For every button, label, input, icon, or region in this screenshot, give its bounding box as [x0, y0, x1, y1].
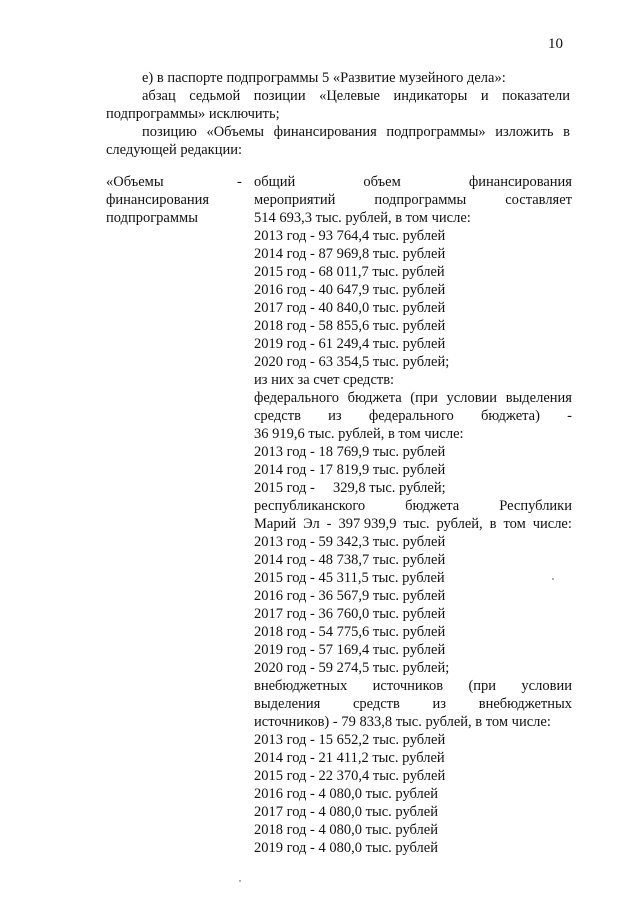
word: выделения [254, 696, 321, 712]
word: бюджета) [481, 408, 540, 424]
word: условии [521, 678, 572, 694]
word: Марий [254, 516, 297, 532]
intro-paragraph-2: абзац седьмой позиции «Целевые индикаторы и показатели подпрограммы» исключить; [106, 88, 570, 122]
word: объем [363, 174, 401, 190]
word: тыс. [403, 516, 430, 532]
word: республиканского [254, 498, 366, 514]
position-dash: - [237, 174, 242, 190]
year-amount-line: 2016 год - 4 080,0 тыс. рублей [254, 786, 438, 802]
amendment-intro [106, 69, 570, 159]
word: составляет [505, 192, 572, 208]
scan-speck [552, 578, 554, 580]
year-amount-line: 2018 год - 58 855,6 тыс. рублей [254, 318, 446, 334]
word: из [328, 408, 342, 424]
year-amount-line: 2013 год - 93 764,4 тыс. рублей [254, 228, 446, 244]
extrabudget-line-3: источников) - 79 833,8 тыс. рублей, в том числе: [254, 714, 551, 730]
word: подпрограммы [374, 192, 467, 208]
year-amount-line: 2015 год - 68 011,7 тыс. рублей [254, 264, 445, 280]
sources-intro: из них за счет средств: [254, 372, 395, 388]
word: источников [372, 678, 444, 694]
year-amount-line: 2019 год - 4 080,0 тыс. рублей [254, 840, 438, 856]
total-line-3: 514 693,3 тыс. рублей, в том числе: [254, 210, 471, 226]
position-label-line: финансирования [106, 192, 210, 208]
year-amount-line: 2016 год - 40 647,9 тыс. рублей [254, 282, 446, 298]
republic-years-list [254, 533, 572, 677]
year-amount-line: 2018 год - 4 080,0 тыс. рублей [254, 822, 438, 838]
republic-line-2 [254, 515, 572, 533]
word: федерального [368, 408, 454, 424]
year-amount-line: 2014 год - 87 969,8 тыс. рублей [254, 246, 446, 262]
word: рублей, [436, 516, 483, 532]
position-label [106, 173, 226, 227]
year-amount-line: 2018 год - 54 775,6 тыс. рублей [254, 624, 446, 640]
extrabudget-line-2 [254, 695, 572, 713]
extrabudget-line-1 [254, 677, 572, 695]
word: мероприятий [254, 192, 336, 208]
word: Эл [303, 516, 320, 532]
word: федерального [254, 390, 339, 406]
year-amount-line: 2019 год - 61 249,4 тыс. рублей [254, 336, 446, 352]
position-label-line: «Объемы [106, 174, 164, 190]
word: условии [446, 390, 498, 406]
word: финансирования [468, 174, 572, 190]
word: общий [254, 174, 296, 190]
year-amount-line: 2016 год - 36 567,9 тыс. рублей [254, 588, 446, 604]
word: (при [410, 390, 438, 406]
word: внебюджетных [254, 678, 348, 694]
year-amount-line: 2014 год - 17 819,9 тыс. рублей [254, 462, 446, 478]
year-amount-line: 2015 год - 22 370,4 тыс. рублей [254, 768, 446, 784]
word: бюджета [405, 498, 460, 514]
word: - [326, 516, 332, 532]
year-amount-line: 2015 год - 329,8 тыс. рублей; [254, 480, 446, 496]
year-amount-line: 2020 год - 59 274,5 тыс. рублей; [254, 660, 450, 676]
word: - [567, 408, 572, 424]
total-years-list [254, 227, 572, 371]
extrabudget-years-list [254, 731, 572, 857]
intro-paragraph-3: позицию «Объемы финансирования подпрограммы» изложить в следующей редакции: [106, 124, 570, 158]
year-amount-line: 2019 год - 57 169,4 тыс. рублей [254, 642, 446, 658]
total-line-1 [254, 173, 572, 191]
year-amount-line: 2015 год - 45 311,5 тыс. рублей [254, 570, 445, 586]
federal-years-list [254, 443, 572, 497]
year-amount-line: 2017 год - 36 760,0 тыс. рублей [254, 606, 446, 622]
position-content [254, 173, 572, 857]
year-amount-line: 2017 год - 4 080,0 тыс. рублей [254, 804, 438, 820]
federal-line-2 [254, 407, 572, 425]
word: внебюджетных [478, 696, 572, 712]
word: числе: [532, 516, 572, 532]
total-line-2 [254, 191, 572, 209]
federal-line-3: 36 919,6 тыс. рублей, в том числе: [254, 426, 464, 442]
page-number: 10 [548, 36, 563, 52]
word: из [432, 696, 447, 712]
year-amount-line: 2013 год - 18 769,9 тыс. рублей [254, 444, 446, 460]
year-amount-line: 2017 год - 40 840,0 тыс. рублей [254, 300, 446, 316]
word: средств [352, 696, 400, 712]
word: средств [254, 408, 301, 424]
word: том [503, 516, 526, 532]
word: (при [468, 678, 497, 694]
year-amount-line: 2014 год - 21 411,2 тыс. рублей [254, 750, 445, 766]
federal-line-1 [254, 389, 572, 407]
word: в [489, 516, 497, 532]
word: Республики [499, 498, 572, 514]
year-amount-line: 2013 год - 59 342,3 тыс. рублей [254, 534, 446, 550]
year-amount-line: 2014 год - 48 738,7 тыс. рублей [254, 552, 446, 568]
intro-paragraph-1: е) в паспорте подпрограммы 5 «Развитие музейного дела»: [142, 70, 506, 86]
scan-speck [239, 880, 241, 882]
word: 397 939,9 [338, 516, 397, 532]
word: выделения [505, 390, 572, 406]
year-amount-line: 2020 год - 63 354,5 тыс. рублей; [254, 354, 450, 370]
republic-line-1 [254, 497, 572, 515]
word: бюджета [347, 390, 402, 406]
position-label-line: подпрограммы [106, 210, 198, 226]
year-amount-line: 2013 год - 15 652,2 тыс. рублей [254, 732, 446, 748]
